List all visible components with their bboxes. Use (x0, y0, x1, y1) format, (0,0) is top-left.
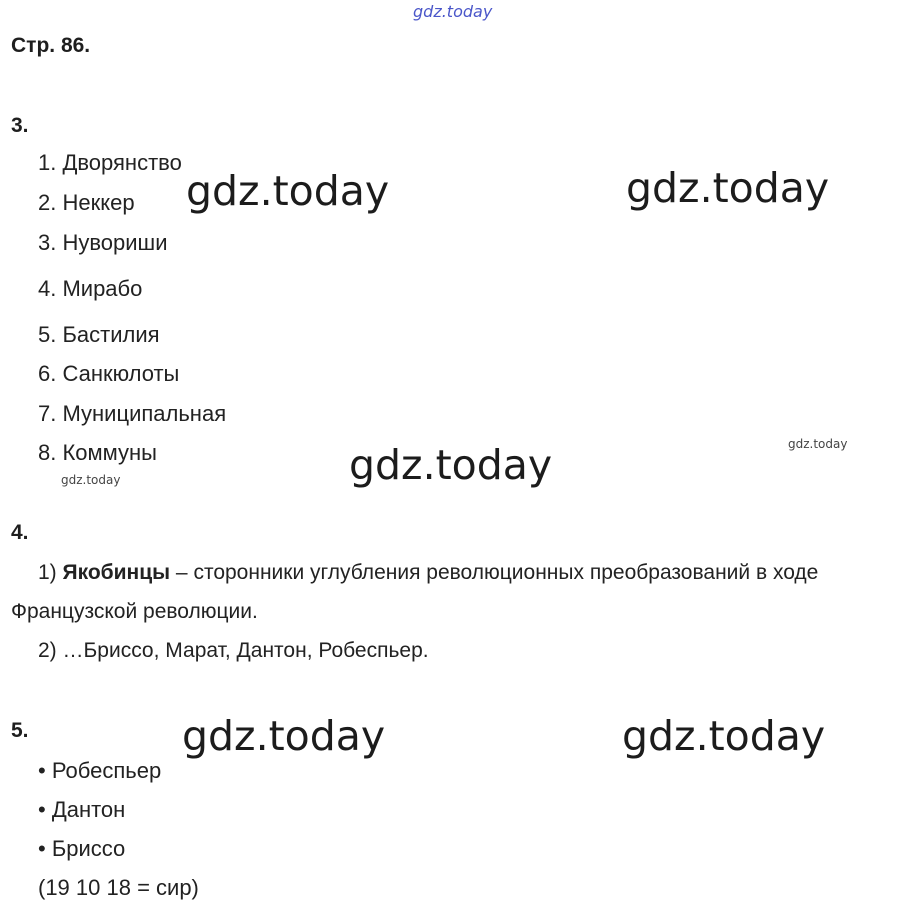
task5-item-2: • Дантон (38, 797, 126, 822)
watermark-small: gdz.today (61, 473, 121, 487)
task5-number: 5. (11, 719, 29, 742)
task4-line-3: 2) …Бриссо, Марат, Дантон, Робеспьер. (38, 639, 429, 662)
task5-item-1: • Робеспьер (38, 758, 162, 783)
task4-line-1 (38, 561, 818, 585)
task3-number: 3. (11, 114, 29, 137)
task4-line1-rest: – сторонники углубления революционных преобразований в ходе (170, 561, 819, 584)
task4-term: Якобинцы (62, 561, 171, 584)
watermark-large: gdz.today (182, 712, 386, 760)
watermark-large: gdz.today (626, 164, 830, 212)
task3-item-2: 2. Неккер (38, 190, 135, 215)
task3-item-8: 8. Коммуны (38, 440, 157, 465)
task3-item-7: 7. Муниципальная (38, 401, 227, 426)
task5-item-3: • Бриссо (38, 836, 126, 861)
task4-line1-prefix: 1) (38, 561, 63, 584)
task3-item-1: 1. Дворянство (38, 150, 182, 175)
task3-item-5: 5. Бастилия (38, 322, 160, 347)
task3-item-3: 3. Нувориши (38, 230, 168, 255)
task4-line-2: Французской революции. (11, 600, 258, 623)
task3-item-4: 4. Мирабо (38, 276, 143, 301)
watermark-large: gdz.today (622, 712, 826, 760)
task5-note: (19 10 18 = сир) (38, 875, 199, 900)
watermark-top: gdz.today (413, 2, 493, 21)
watermark-small: gdz.today (788, 437, 848, 451)
page-title: Стр. 86. (11, 34, 91, 57)
task4-number: 4. (11, 521, 29, 544)
watermark-large: gdz.today (186, 167, 390, 215)
watermark-large: gdz.today (349, 441, 553, 489)
task3-item-6: 6. Санкюлоты (38, 361, 180, 386)
